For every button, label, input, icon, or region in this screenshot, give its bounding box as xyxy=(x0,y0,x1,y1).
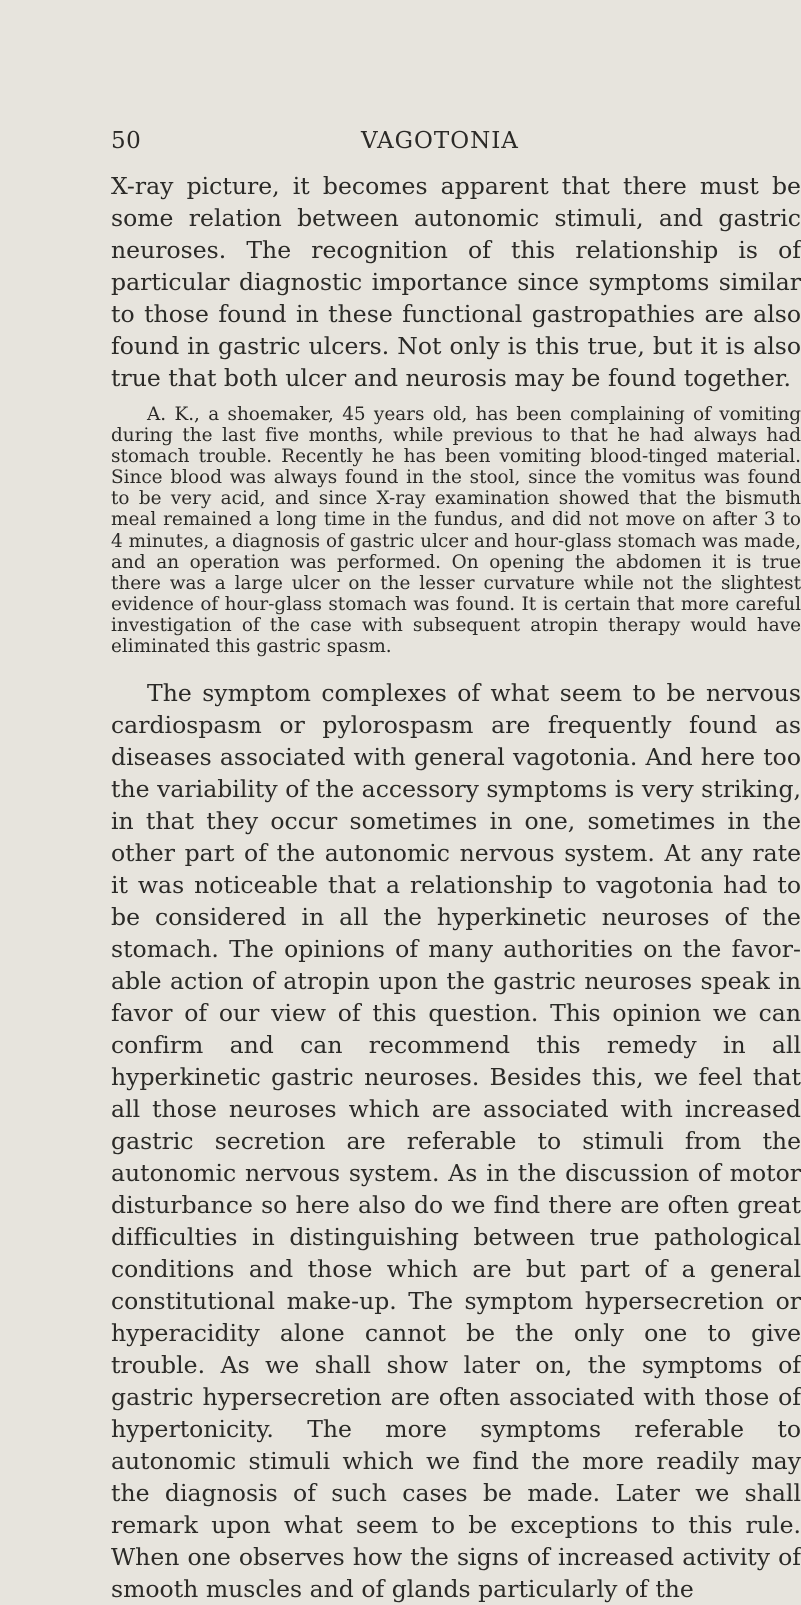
page-header xyxy=(111,128,801,158)
running-title: VAGOTONIA xyxy=(361,128,519,154)
body-text xyxy=(111,170,801,1605)
page-number: 50 xyxy=(111,128,142,154)
case-report-paragraph: A. K., a shoemaker, 45 years old, has been complaining of vomiting during the last five months, while previous to that he had always had stomach trouble. Recently he has been vomiting blood-tinged material. Since blood was always found in the stool, since the vomitus was found to be very acid, and since X-ray examination showed that the bismuth meal remained a long time in the fundus, and did not move on after 3 to 4 minutes, a diagnosis of gastric ulcer and hour-glass stomach was made, and an operation was performed. On opening the abdomen it is true there was a large ulcer on the lesser curvature while not the slightest evidence of hour-glass stomach was found. It is certain that more careful investigation of the case with subsequent atropin therapy would have eliminated this gastric spasm. xyxy=(111,404,801,658)
paragraph-intro: X-ray picture, it becomes apparent that there must be some relation between autonomic stimuli, and gastric neuroses. The recognition of this relationship is of particular diagnostic importance since symptoms similar to those found in these functional gastropathies are also found in gastric ulcers. Not only is this true, but it is also true that both ulcer and neurosis may be found together. xyxy=(111,172,801,392)
paragraph-symptom-complexes: The symptom complexes of what seem to be nervous cardiospasm or pylorospasm are frequently found as diseases associated with general vagotonia. And here too the variability of the accessory symptoms is very striking, in that they occur sometimes in one, sometimes in the other part of the autonomic nervous system. At any rate it was noticeable that a relationship to vagotonia had to be considered in all the hyperkinetic neuroses of the stomach. The opinions of many authorities on the favorable action of atropin upon the gastric neuroses speak in favor of our view of this question. This opinion we can confirm and can recommend this remedy in all hyperkinetic gastric neuroses. Besides this, we feel that all those neuroses which are associated with increased gastric secretion are referable to stimuli from the autonomic nervous system. As in the discussion of motor disturbance so here also do we find there are often great difficulties in distinguishing between true pathological conditions and those which are but part of a general constitutional make-up. The symptom hypersecretion or hyperacidity alone cannot be the only one to give trouble. As we shall show later on, the symptoms of gastric hypersecretion are often associated with those of hypertonicity. The more symptoms referable to autonomic stimuli which we find the more readily may the diagnosis of such cases be made. Later we shall remark upon what seem to be exceptions to this rule. When one observes how the signs of increased activity of smooth muscles and of glands particularly of the xyxy=(111,679,801,1604)
